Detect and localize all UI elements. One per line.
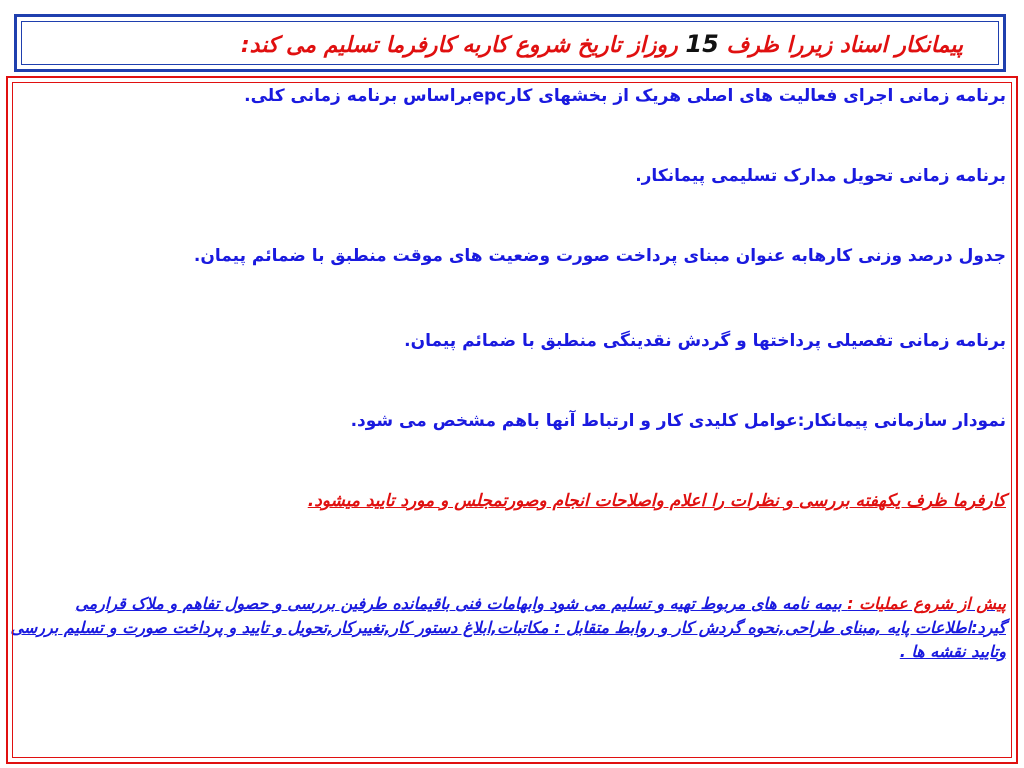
list-item-3: جدول درصد وزنی کارهابه عنوان مبنای پرداخت صورت وضعیت های موقت منطبق با ضمائم پیمان.: [193, 246, 1006, 266]
list-item-1: برنامه زمانی اجرای فعالیت های اصلی هریک از بخشهای کارepcبراساس برنامه زمانی کلی.: [244, 86, 1006, 106]
final-paragraph: [6, 592, 1006, 664]
list-item-4: برنامه زمانی تفصیلی پرداختها و گردش نقدینگی منطبق با ضمائم پیمان.: [404, 331, 1006, 351]
title-frame: [14, 14, 1006, 72]
slide-title: [57, 30, 963, 58]
title-part1: پیمانکار اسناد زیررا ظرف: [726, 33, 963, 58]
employer-note: کارفرما ظرف یکهفته بررسی و نظرات را اعلام واصلاحات انجام وصورتمجلس و مورد تایید میشود.: [307, 491, 1006, 511]
final-lead: پیش از شروع عملیات :: [847, 594, 1006, 613]
list-item-2: برنامه زمانی تحویل مدارک تسلیمی پیمانکار.: [635, 166, 1006, 186]
title-part2: روزاز تاریخ شروع کاربه کارفرما تسلیم می کند:: [240, 33, 678, 58]
title-number: 15: [685, 30, 719, 58]
list-item-5: نمودار سازمانی پیمانکار:عوامل کلیدی کار و ارتباط آنها باهم مشخص می شود.: [350, 411, 1006, 431]
final-text: بیمه نامه های مربوط تهیه و تسلیم می شود وابهامات فنی باقیمانده طرفین بررسی و حصول تفاهم و ملاک قرارمی گیرد:اطلاعات پایه ,مبنای طراحی,نحوه گردش کار و روابط متقابل : مکاتبات,ابلاغ دستور کار,تغییرکار,تحویل و تایید و پرداخت صورت و تسلیم بررسی وتایید نقشه ها .: [10, 594, 1006, 661]
content-frame: [6, 76, 1018, 764]
